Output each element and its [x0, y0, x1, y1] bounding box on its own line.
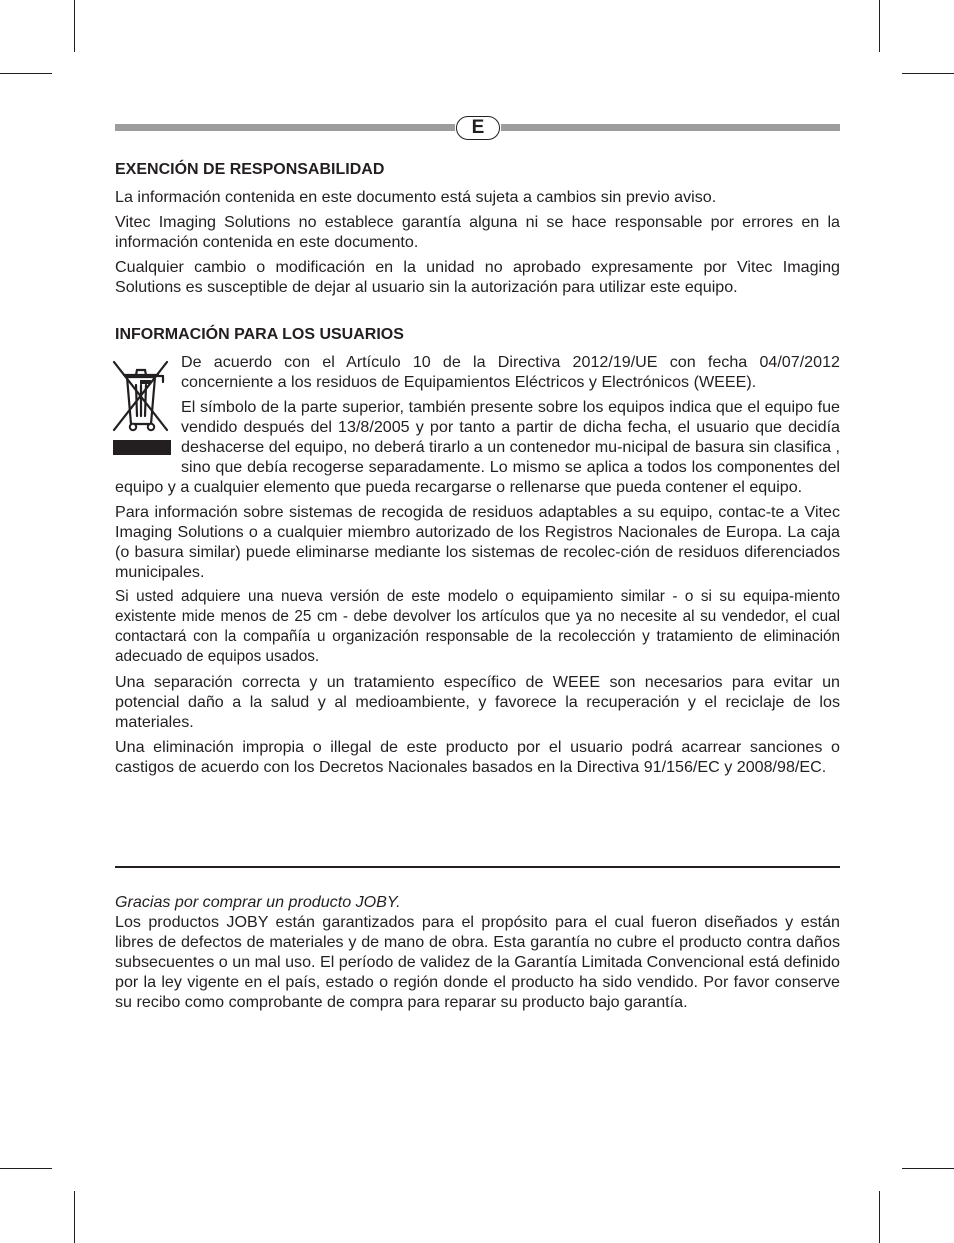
- warranty-section: [115, 892, 840, 1012]
- disclaimer-section: [115, 160, 840, 297]
- user-info-paragraph: El símbolo de la parte superior, también presente sobre los equipos indica que el equipo fue vendido después del 13/8/2005 y por tanto a partir de dicha fecha, el usuario que decidía deshacerse del equipo, no deberá tirarlo a un contenedor mu-nicipal de basura sin clasifica , sino que debía recogerse separadamente. Lo mismo se aplica a todos los componentes del equipo y a cualquier elemento que pueda recargarse o rellenarse que pueda contener el equipo.: [115, 398, 840, 496]
- disclaimer-paragraph: Vitec Imaging Solutions no establece garantía alguna ni se hace responsable por errores en la información contenida en este documento.: [115, 213, 840, 251]
- crop-mark-top-right-vertical: [879, 0, 880, 52]
- crop-mark-bottom-right-horizontal: [902, 1168, 954, 1169]
- disclaimer-paragraph: La información contenida en este documento está sujeta a cambios sin previo aviso.: [115, 188, 717, 206]
- warranty-intro: Gracias por comprar un producto JOBY.: [115, 893, 401, 911]
- crop-mark-top-right-horizontal: [902, 73, 954, 74]
- crop-mark-top-left-vertical: [74, 0, 75, 52]
- user-info-paragraph: Si usted adquiere una nueva versión de este modelo o equipamiento similar - o si su equipa-miento existente mide menos de 25 cm - debe devolver los artículos que ya no necesite al su vendedor, el cual contactará con la compañía u organización responsable de la recolección y tratamiento de eliminación adecuado de equipos usados.: [115, 588, 840, 665]
- user-info-section: [115, 325, 840, 777]
- crop-mark-bottom-left-vertical: [74, 1191, 75, 1243]
- weee-crossed-bin-icon: [107, 352, 179, 462]
- user-info-paragraph: Una eliminación impropia o illegal de este producto por el usuario podrá acarrear sanciones o castigos de acuerdo con los Decretos Nacionales basados en la Directiva 91/156/EC y 2008/98/EC.: [115, 738, 840, 776]
- warranty-body: Los productos JOBY están garantizados para el propósito para el cual fueron diseñados y están libres de defectos de materiales y de mano de obra. Esta garantía no cubre el producto contra daños subsecuentes o un mal uso. El período de validez de la Garantía Limitada Convencional está definido por la ley vigente en el país, estado o región donde el producto ha sido vendido. Por favor conserve su recibo como comprobante de compra para reparar su producto bajo garantía.: [115, 913, 840, 1011]
- main-content: [115, 160, 840, 782]
- header-bar-right: [501, 124, 840, 131]
- user-info-paragraph: Para información sobre sistemas de recogida de residuos adaptables a su equipo, contac-te a Vitec Imaging Solutions o a cualquier miembro autorizado de los Registros Nacionales de Europa. La caja (o basura similar) puede eliminarse mediante los sistemas de recolec-ción de residuos diferenciados municipales.: [115, 503, 840, 581]
- disclaimer-paragraph: Cualquier cambio o modificación en la unidad no aprobado expresamente por Vitec Imaging Solutions es susceptible de dejar al usuario sin la autorización para utilizar este equipo.: [115, 258, 840, 296]
- user-info-heading: INFORMACIÓN PARA LOS USUARIOS: [115, 326, 404, 343]
- user-info-paragraph: De acuerdo con el Artículo 10 de la Directiva 2012/19/UE con fecha 04/07/2012 concerniente a los residuos de Equipamientos Eléctricos y Electrónicos (WEEE).: [181, 353, 840, 391]
- crop-mark-bottom-right-vertical: [879, 1191, 880, 1243]
- disclaimer-heading: EXENCIÓN DE RESPONSABILIDAD: [115, 161, 385, 178]
- crop-mark-bottom-left-horizontal: [0, 1168, 52, 1169]
- section-divider: [115, 866, 840, 868]
- header-bar-left: [115, 124, 455, 131]
- user-info-paragraph: Una separación correcta y un tratamiento específico de WEEE son necesarios para evitar un potencial daño a la salud y al medioambiente, y favorece la recuperación y el reciclaje de los materiales.: [115, 673, 840, 731]
- language-badge: E: [456, 116, 500, 140]
- crop-mark-top-left-horizontal: [0, 73, 52, 74]
